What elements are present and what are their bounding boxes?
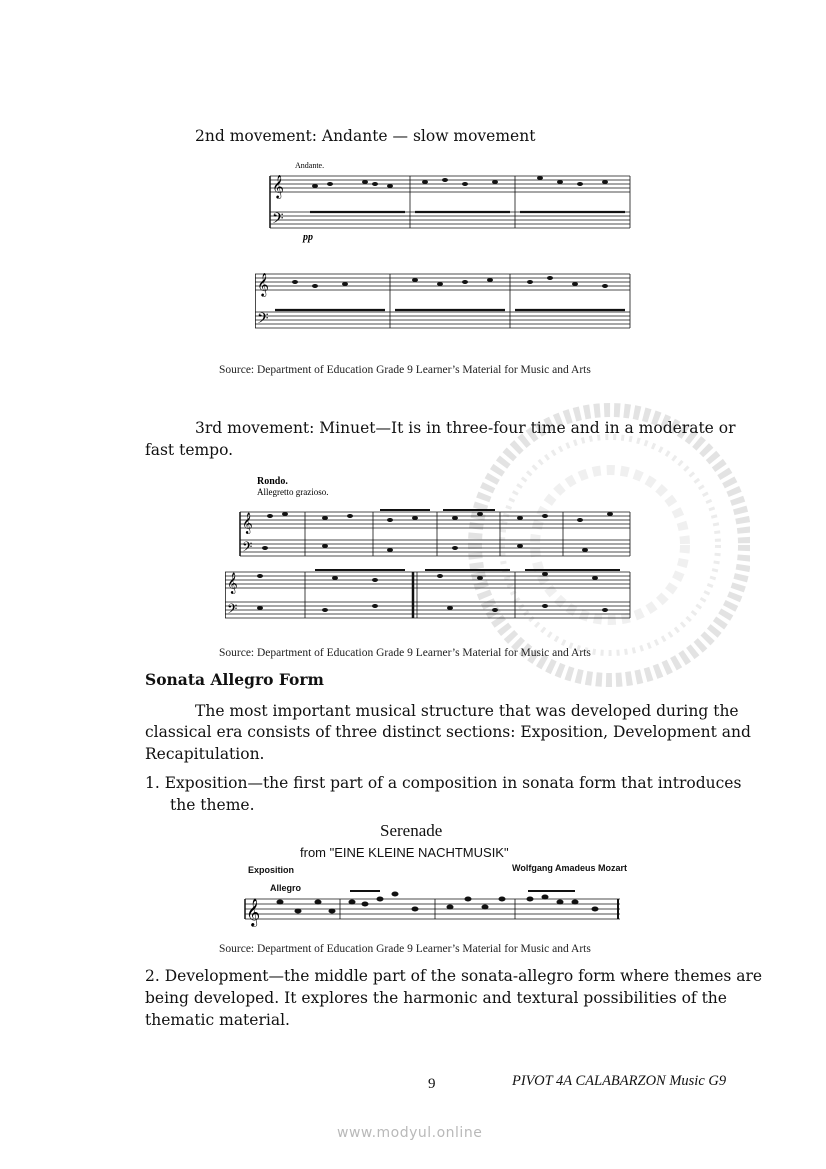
source-caption: Source: Department of Education Grade 9 Learner’s Material for Music and Arts bbox=[219, 943, 591, 955]
source-caption: Source: Department of Education Grade 9 Learner’s Material for Music and Arts bbox=[219, 364, 591, 376]
andante-score-image bbox=[255, 160, 635, 338]
intro-paragraph-line2: classical era consists of three distinct sections: Exposition, Development and bbox=[145, 723, 751, 741]
movement3-text-line1: 3rd movement: Minuet—It is in three-four time and in a moderate or bbox=[195, 419, 736, 437]
rondo-score-image bbox=[225, 468, 635, 638]
rondo-tempo: Allegretto grazioso. bbox=[257, 487, 329, 497]
svg-text:𝄞: 𝄞 bbox=[272, 176, 284, 198]
svg-text:𝄞: 𝄞 bbox=[257, 274, 269, 296]
intro-paragraph-line1: The most important musical structure that was developed during the bbox=[195, 702, 739, 720]
page-number: 9 bbox=[428, 1076, 436, 1092]
serenade-tempo: Allegro bbox=[270, 883, 302, 893]
watermark-url: www.modyul.online bbox=[337, 1125, 483, 1141]
source-caption: Source: Department of Education Grade 9 Learner’s Material for Music and Arts bbox=[219, 647, 591, 659]
serenade-subtitle: from "EINE KLEINE NACHTMUSIK" bbox=[300, 845, 509, 860]
list-item-development-line3: thematic material. bbox=[145, 1011, 290, 1029]
svg-text:𝄞: 𝄞 bbox=[246, 900, 261, 926]
intro-paragraph-line3: Recapitulation. bbox=[145, 745, 265, 763]
serenade-title: Serenade bbox=[380, 821, 443, 840]
list-item-exposition-line1: 1. Exposition—the first part of a composition in sonata form that introduces bbox=[145, 774, 742, 792]
serenade-exposition-label: Exposition bbox=[248, 865, 295, 875]
footer-title: PIVOT 4A CALABARZON Music G9 bbox=[512, 1073, 727, 1089]
svg-text:𝄢: 𝄢 bbox=[257, 310, 269, 330]
list-item-exposition-line2: the theme. bbox=[170, 796, 255, 814]
svg-text:𝄢: 𝄢 bbox=[272, 210, 284, 230]
rondo-title: Rondo. bbox=[257, 476, 288, 487]
svg-text:pp: pp bbox=[303, 232, 313, 243]
serenade-score-image bbox=[240, 885, 625, 930]
svg-text:𝄢: 𝄢 bbox=[242, 541, 253, 558]
list-item-development-line1: 2. Development—the middle part of the sonata-allegro form where themes are bbox=[145, 967, 763, 985]
section-heading: Sonata Allegro Form bbox=[145, 670, 324, 689]
movement2-heading: 2nd movement: Andante — slow movement bbox=[195, 127, 536, 145]
svg-text:𝄞: 𝄞 bbox=[242, 513, 253, 533]
andante-tempo-mark: Andante. bbox=[295, 161, 325, 170]
list-item-development-line2: being developed. It explores the harmonic and textural possibilities of the bbox=[145, 989, 727, 1007]
svg-text:𝄢: 𝄢 bbox=[227, 603, 238, 620]
movement3-text-line2: fast tempo. bbox=[145, 441, 234, 459]
svg-text:𝄞: 𝄞 bbox=[227, 573, 238, 593]
serenade-composer: Wolfgang Amadeus Mozart bbox=[512, 863, 628, 873]
